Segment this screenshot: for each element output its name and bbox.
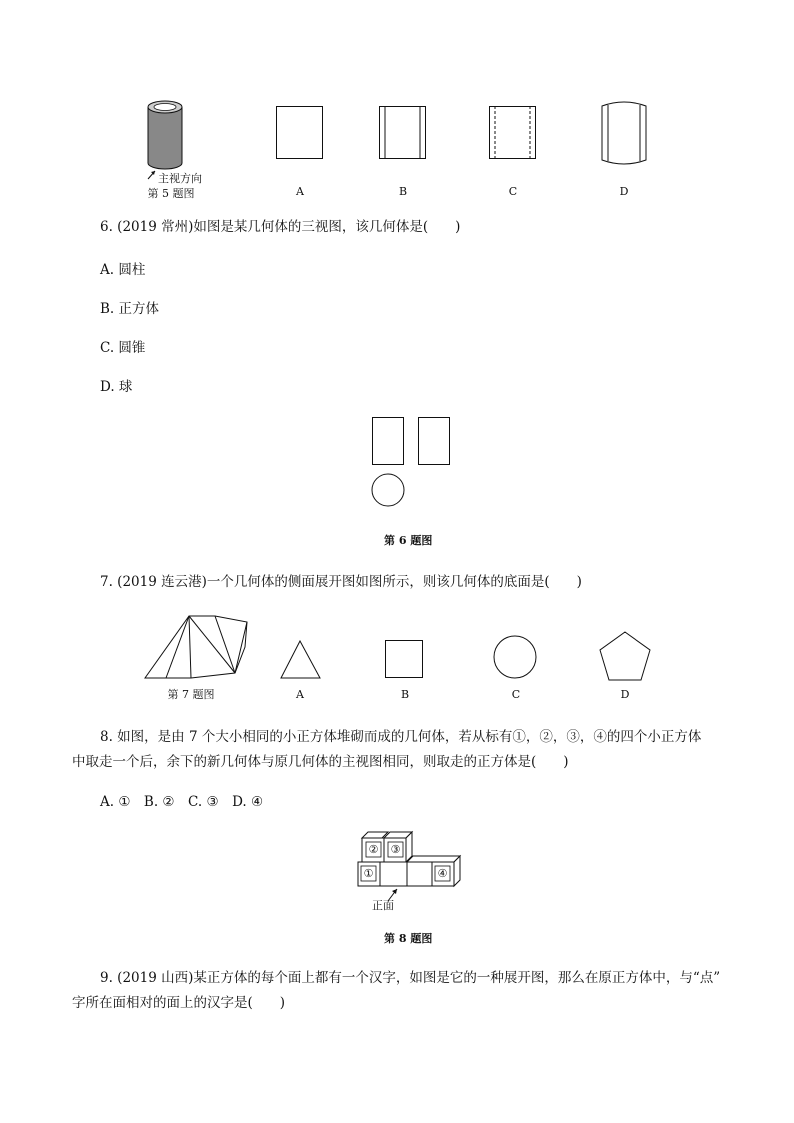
q8-cube-label-3: ③ (390, 843, 401, 856)
q5-option-b-label: B (398, 185, 408, 198)
q8-cube-label-4: ④ (437, 867, 448, 880)
q6-three-view-figure (370, 415, 454, 510)
q8-options: A. ① B. ② C. ③ D. ④ (100, 794, 264, 810)
q5-option-d-label: D (619, 185, 629, 198)
q7-option-a-label: A (296, 688, 304, 701)
q8-cube-label-1: ① (363, 867, 374, 880)
q8-question-line1: 8. 如图，是由 7 个大小相同的小正方体堆砌而成的几何体，若从标有①，②，③，④的四个小正方体 (100, 729, 702, 745)
q7-question: 7. (2019 连云港)一个几何体的侧面展开图如图所示，则该几何体的底面是( ) (100, 574, 582, 590)
q8-caption: 第 8 题图 (384, 932, 433, 945)
q7-option-d-label: D (620, 688, 630, 701)
q7-option-a-triangle (280, 640, 322, 680)
q6-caption: 第 6 题图 (384, 534, 433, 547)
q7-option-b-label: B (400, 688, 410, 701)
q7-option-b-square (385, 640, 425, 680)
q6-option-c: C. 圆锥 (100, 340, 146, 356)
q7-net-figure (142, 616, 252, 682)
q9-question-line1: 9. (2019 山西)某正方体的每个面上都有一个汉字，如图是它的一种展开图，那么在原正方体中，与“点” (100, 970, 721, 986)
q8-front-label: 正面 (372, 899, 394, 912)
q5-option-c-figure (489, 106, 537, 160)
q6-option-a: A. 圆柱 (100, 262, 146, 278)
q8-cube-stack-figure (355, 829, 470, 911)
q6-option-d: D. 球 (100, 379, 133, 395)
q5-option-a-label: A (296, 185, 304, 198)
q5-caption: 第 5 题图 (147, 187, 195, 200)
q5-option-b-figure (379, 106, 427, 160)
q5-option-d-figure (597, 100, 651, 166)
q5-direction-label: 主视方向 (158, 172, 202, 185)
q7-option-c-label: C (511, 688, 521, 701)
q5-option-c-label: C (508, 185, 518, 198)
q9-question-line2: 字所在面相对的面上的汉字是( ) (72, 995, 286, 1011)
q5-cylinder-figure (135, 95, 215, 175)
q7-option-d-pentagon (599, 631, 653, 683)
q7-caption: 第 7 题图 (167, 688, 215, 701)
q7-option-c-circle (492, 634, 540, 682)
q8-question-line2: 中取走一个后，余下的新几何体与原几何体的主视图相同，则取走的正方体是( ) (72, 754, 569, 770)
q6-question: 6. (2019 常州)如图是某几何体的三视图，该几何体是( ) (100, 219, 461, 235)
q5-option-a-figure (276, 106, 324, 160)
q8-cube-label-2: ② (368, 843, 379, 856)
q6-option-b: B. 正方体 (100, 301, 160, 317)
